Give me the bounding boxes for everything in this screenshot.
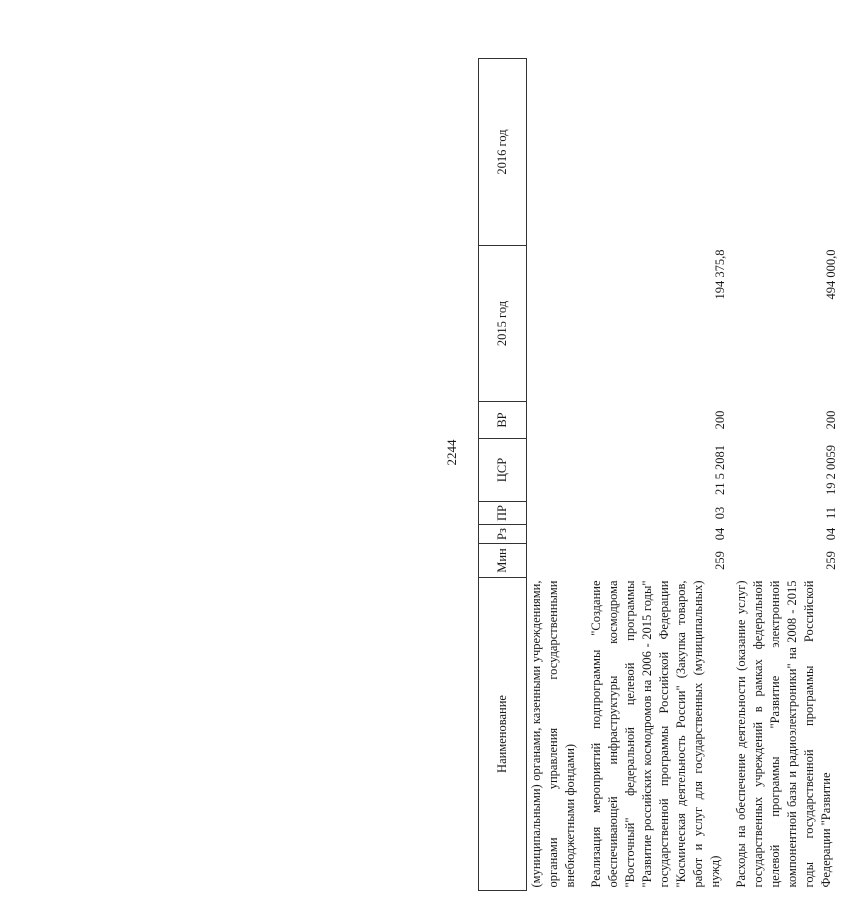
row-csr — [527, 439, 588, 502]
row-year-2015: 194 375,8 — [713, 249, 727, 300]
table-header — [479, 59, 527, 891]
table-body — [527, 59, 843, 891]
header-min: Мин — [479, 544, 527, 578]
page-number: 2244 — [444, 439, 459, 466]
row-vr — [527, 402, 588, 439]
row-year-2016 — [587, 59, 732, 246]
row-pr — [527, 502, 588, 525]
table-row — [527, 59, 588, 891]
row-year-2016 — [527, 59, 588, 246]
row-min: 259 — [713, 551, 727, 570]
header-year-2016: 2016 год — [479, 59, 527, 246]
header-csr: ЦСР — [479, 439, 527, 502]
header-year-2015: 2015 год — [479, 246, 527, 402]
table-row — [732, 59, 843, 891]
row-year-2016 — [732, 59, 843, 246]
row-vr: 200 — [713, 410, 727, 430]
row-pr: 03 — [713, 506, 727, 520]
row-name: Расходы на обеспечение деятельности (оказание услуг) государственных учреждений в рамках федеральной целевой программы "Развитие электронной компонентной базы и радиоэлектроники" на 2008 - 2015 годы государственной программы Российской Федерации "Развитие — [734, 580, 833, 888]
row-csr: 21 5 2081 — [713, 445, 727, 495]
row-name: (муниципальными) органами, казенными учреждениями, органами управления государственными внебюджетными фондами) — [529, 580, 577, 888]
row-min: 259 — [824, 551, 838, 570]
table-row — [587, 59, 732, 891]
row-pr: 11 — [824, 506, 838, 520]
header-rz: Рз — [479, 525, 527, 544]
row-csr: 19 2 0059 — [824, 445, 838, 495]
row-rz — [527, 525, 588, 544]
row-rz: 04 — [824, 527, 838, 541]
header-vr: ВР — [479, 402, 527, 439]
row-year-2015 — [527, 246, 588, 402]
row-name: Реализация мероприятий подпрограммы "Создание обеспечивающей инфраструктуры космодрома "Восточный" федеральной целевой программы "Развитие российских космодромов на 2006 - 2015 годы" государственной программы Российской Федерации "Космическая деятельность России" (Закупка товаров, работ и услуг для государственных (муниципальных) нужд) — [589, 580, 722, 888]
row-vr: 200 — [824, 410, 838, 430]
header-name: Наименование — [479, 578, 527, 891]
budget-table — [478, 58, 843, 891]
row-rz: 04 — [713, 527, 727, 541]
row-year-2015: 494 000,0 — [824, 249, 838, 300]
header-pr: ПР — [479, 502, 527, 525]
row-min — [527, 544, 588, 578]
